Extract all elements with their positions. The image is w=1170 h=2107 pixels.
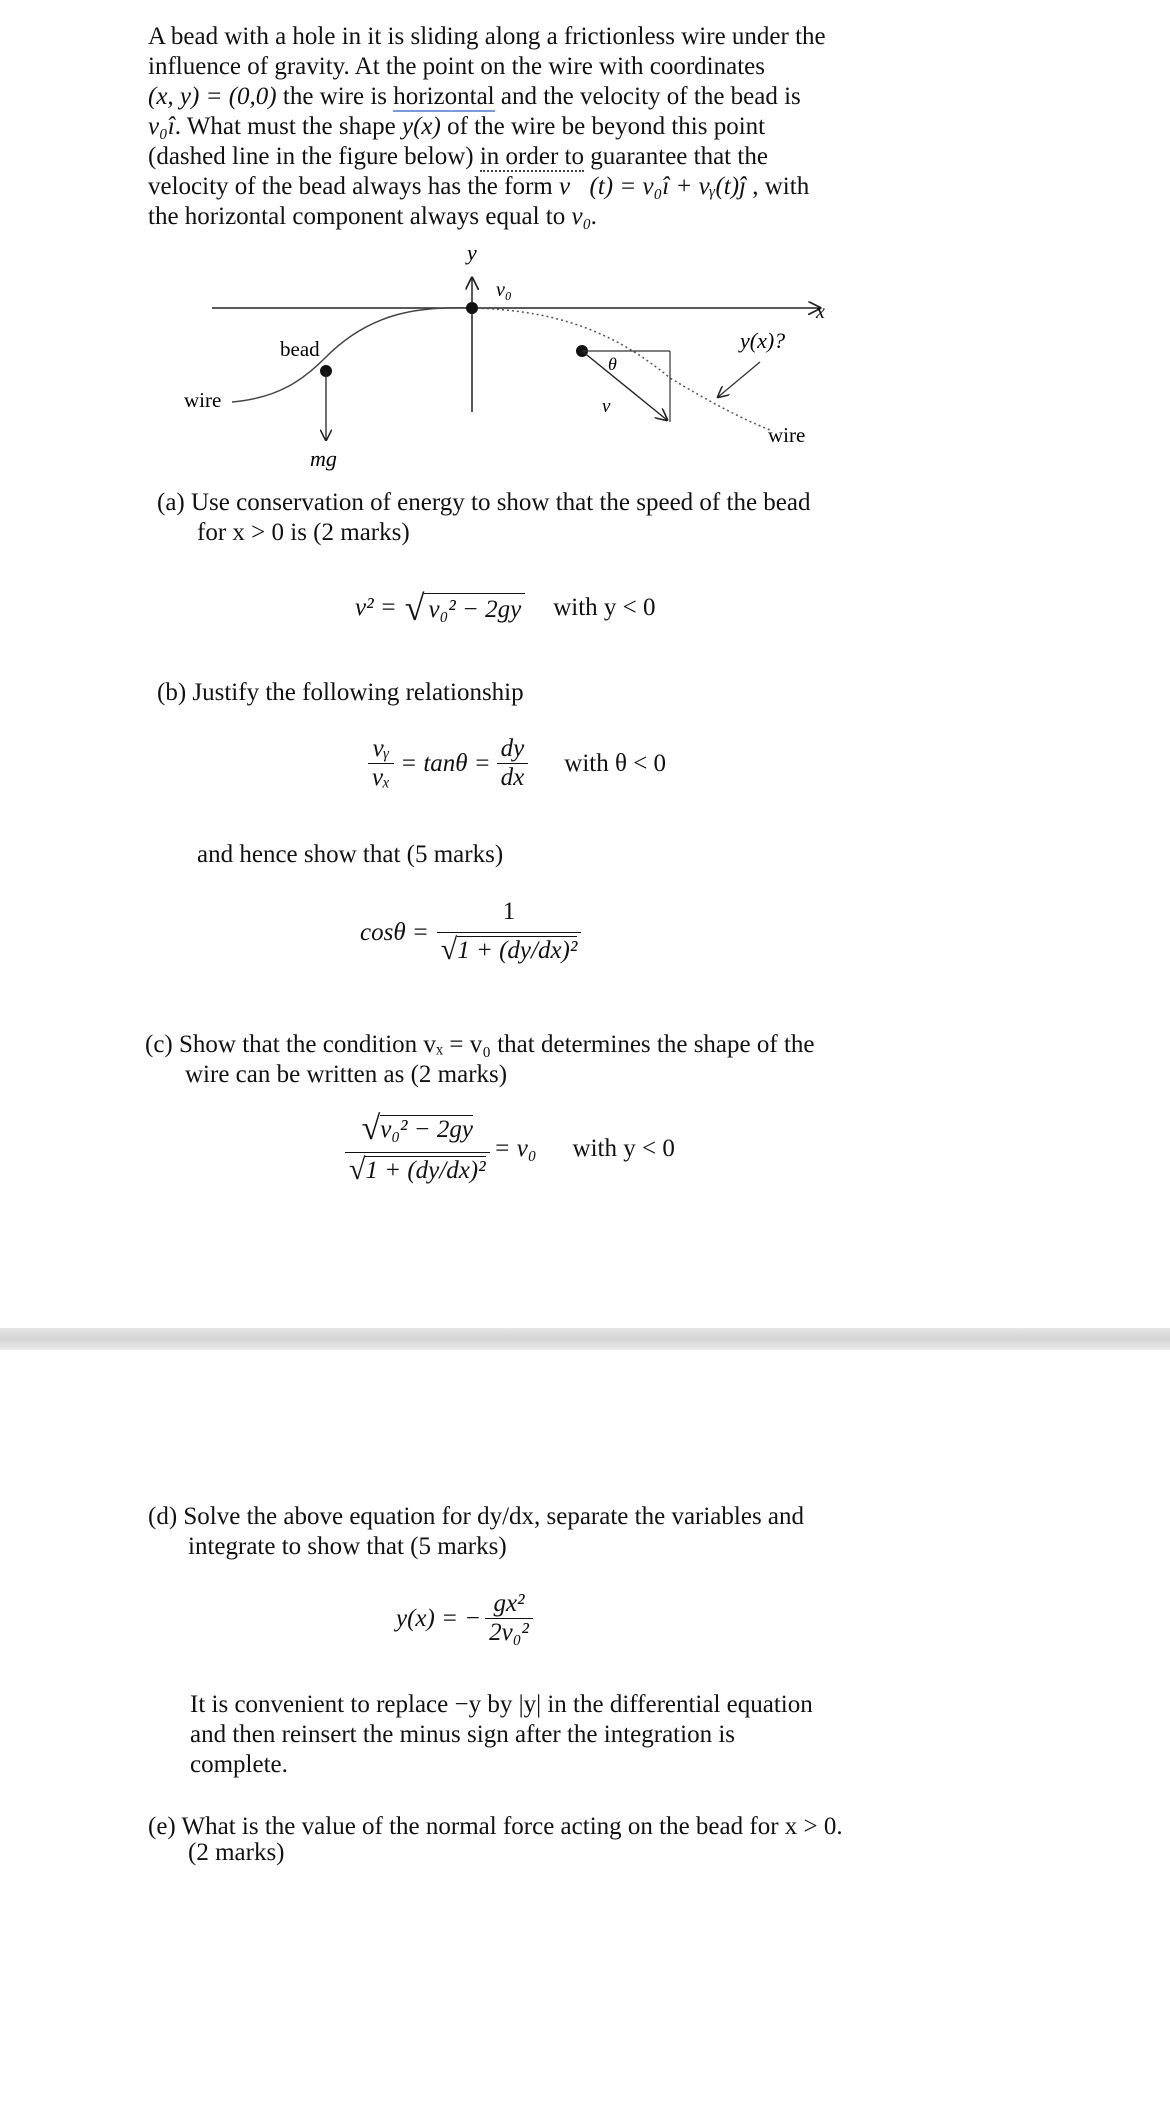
eq-a-condition: with y < 0: [553, 594, 656, 621]
intro-text-beyond: of the wire be beyond this point: [447, 113, 766, 140]
yx-label: y(x)?: [740, 328, 786, 353]
c-rhs: = v₀: [493, 1134, 537, 1162]
eq-b-mid: = tanθ =: [400, 749, 491, 777]
theta-label: θ: [608, 354, 617, 374]
intro-text-wire-is: the wire is: [282, 83, 388, 110]
part-c-line-1: (c) Show that the condition vₓ = v₀ that determines the shape of the: [145, 1031, 815, 1058]
part-d-line-1: (d) Solve the above equation for dy/dx, separate the variables and: [148, 1503, 805, 1530]
bead-origin: [466, 302, 478, 314]
part-d-line-2: integrate to show that (5 marks): [188, 1533, 507, 1560]
intro-text-velocity: and the velocity of the bead is: [500, 83, 801, 110]
cos-num: 1: [502, 898, 516, 925]
velocity-form-expr: v⃗(t) = v₀î + vᵧ(t)ĵ: [558, 173, 746, 200]
frac-dy: dy: [500, 735, 525, 762]
mg-label: mg: [310, 446, 337, 471]
eq-b-condition: with θ < 0: [564, 749, 667, 777]
yx-pointer: [718, 362, 760, 397]
note-line-3: complete.: [190, 1751, 288, 1778]
intro-line-4: [148, 112, 1048, 142]
sqrt-sign-c-num: √: [361, 1110, 381, 1147]
part-b-line-1: (b) Justify the following relationship: [157, 679, 524, 706]
v0-expr: v₀.: [571, 203, 598, 230]
c-condition: with y < 0: [572, 1134, 675, 1162]
eq-a-radicand: v₀² − 2gy: [424, 593, 525, 624]
problem-statement: [148, 22, 1048, 232]
part-c: [145, 1030, 1105, 1090]
shape-expr: y(x): [402, 113, 441, 140]
vy-over-vx: [368, 735, 394, 792]
page-2: [0, 1350, 1170, 2107]
bead-wire-figure: [170, 240, 890, 480]
intro-line-6: [148, 172, 1048, 202]
note-line-2: and then reinsert the minus sign after the integration is: [190, 1721, 735, 1748]
intro-text-guarantee: guarantee that the: [590, 143, 768, 170]
intro-text-dashed: (dashed line in the figure below): [148, 143, 474, 170]
x-axis-label: x: [816, 301, 825, 323]
note-line-1: It is convenient to replace −y by |y| in the differential equation: [190, 1691, 813, 1718]
cos-lhs: cosθ =: [360, 918, 429, 946]
d-lhs: y(x) = −: [396, 1604, 482, 1632]
wire-right-label: wire: [768, 423, 806, 447]
part-a-line-1: (a) Use conservation of energy to show that the speed of the bead: [157, 489, 811, 516]
intro-line-1: A bead with a hole in it is sliding along a frictionless wire under the: [148, 23, 826, 50]
page-separator: [0, 1328, 1170, 1350]
wire-left: [232, 308, 472, 402]
bead-label: bead: [280, 337, 320, 361]
intro-text-velocity-form: velocity of the bead always has the form: [148, 173, 553, 200]
part-c-line-2: wire can be written as (2 marks): [185, 1061, 508, 1088]
intro-line-3: [148, 82, 1048, 112]
cos-den-wrap: [437, 932, 582, 967]
eq-a-lhs: v² =: [355, 594, 397, 621]
sqrt-sign-c-den: √: [349, 1153, 366, 1186]
intro-line-7: [148, 202, 1048, 232]
part-a: [157, 488, 1057, 548]
c-fraction: [345, 1110, 490, 1187]
intro-text-shape: . What must the shape: [174, 113, 396, 140]
dy-over-dx: [497, 735, 529, 792]
horizontal-word: horizontal: [393, 83, 495, 110]
d-fraction: [485, 1590, 533, 1647]
v-vector-label: v⃗: [602, 396, 626, 417]
intro-line-2: influence of gravity. At the point on the wire with coordinates: [148, 53, 765, 80]
c-den: 1 + (dy/dx)²: [365, 1156, 486, 1184]
wire-left-label: wire: [184, 388, 222, 412]
in-order-to: in order to: [479, 143, 584, 170]
c-num: v₀² − 2gy: [380, 1115, 474, 1143]
equation-c: [345, 1110, 675, 1187]
c-den-wrap: [345, 1152, 490, 1187]
coords-expr: (x, y) = (0,0): [148, 83, 277, 110]
part-b-line-2: and hence show that (5 marks): [197, 841, 504, 868]
part-e: [148, 1814, 1128, 1866]
equation-b: [368, 735, 666, 792]
v0-label: v₀: [496, 279, 512, 301]
sqrt-sign-cos: √: [440, 933, 458, 966]
d-num: gx²: [493, 1590, 525, 1617]
part-d-note: [190, 1690, 1110, 1780]
intro-text-with: , with: [752, 173, 810, 200]
part-d: [148, 1502, 1108, 1562]
v0-i-expr: v₀î: [148, 113, 175, 140]
frac-vx: vₓ: [368, 763, 394, 792]
part-e-line-2: (2 marks): [188, 1839, 285, 1866]
sqrt-sign-a: √: [404, 588, 425, 628]
y-axis-label: y: [467, 240, 477, 265]
intro-text-horizontal-component: the horizontal component always equal to: [148, 203, 566, 230]
equation-d: [396, 1590, 533, 1647]
part-e-line-1: (e) What is the value of the normal force acting on the bead for x > 0.: [148, 1813, 843, 1840]
part-a-line-2: for x > 0 is (2 marks): [197, 519, 410, 546]
cos-fraction: [437, 898, 582, 967]
c-num-wrap: [358, 1110, 477, 1152]
frac-vy: vᵧ: [372, 735, 390, 762]
intro-line-5: [148, 142, 1048, 172]
equation-a: [355, 578, 656, 638]
cos-den: 1 + (dy/dx)²: [457, 936, 578, 964]
d-den: 2v₀²: [485, 1618, 533, 1647]
frac-dx: dx: [497, 763, 529, 792]
equation-cos: [360, 898, 581, 967]
